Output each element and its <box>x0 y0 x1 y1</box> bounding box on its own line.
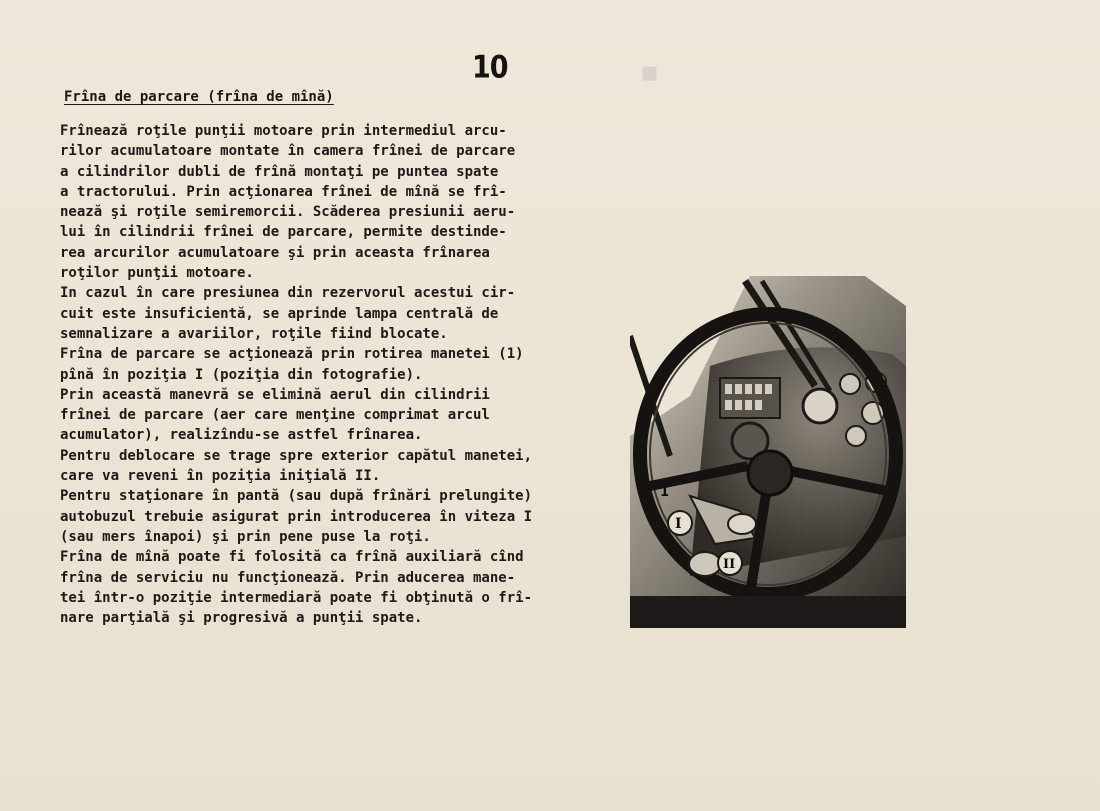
text-line: frînei de parcare (aer care menţine comprimat arcul <box>60 407 490 424</box>
text-line: Prin această manevră se elimină aerul din cilindrii <box>60 386 490 403</box>
text-line: (sau mers înapoi) şi prin pene puse la roţi. <box>60 528 431 545</box>
text-line: rilor acumulatoare montate în camera frînei de parcare <box>60 143 516 160</box>
text-line: a tractorului. Prin acţionarea frînei de mînă se frî- <box>60 183 507 200</box>
text-line: Frînează roţile punţii motoare prin intermediul arcu- <box>60 123 507 139</box>
lever-label: 1 <box>660 485 670 500</box>
text-line: rea arcurilor acumulatoare şi prin aceasta frînarea <box>60 244 490 261</box>
section-title: Frîna de parcare (frîna de mînă) <box>64 89 334 105</box>
text-line: pînă în poziţia I (poziţia din fotografie). <box>60 366 423 383</box>
page-number: 10 <box>472 49 508 86</box>
dashboard-photo <box>630 276 906 628</box>
text-line: Frîna de mînă poate fi folosită ca frînă auxiliară cînd <box>60 549 524 566</box>
steering-wheel-illustration <box>630 276 906 628</box>
position-2-label: II <box>723 557 736 572</box>
show-through-texture: ▪ <box>640 55 659 88</box>
text-line: care va reveni în poziţia iniţială II. <box>60 468 381 485</box>
text-line: frîna de serviciu nu funcţionează. Prin aducerea mane- <box>60 569 516 586</box>
text-line: nează şi roţile semiremorcii. Scăderea presiunii aeru- <box>60 204 516 221</box>
text-line: acumulator), realizîndu-se astfel frînarea. <box>60 427 423 444</box>
text-line: Pentru staţionare în pantă (sau după frînări prelungite) <box>60 488 533 505</box>
text-line: autobuzul trebuie asigurat prin introducerea în viteza I <box>60 508 533 525</box>
text-line: semnalizare a avariilor, roţile fiind blocate. <box>60 325 448 342</box>
text-line: tei într-o poziţie intermediară poate fi obţinută o frî- <box>60 589 533 606</box>
text-line: a cilindrilor dubli de frînă montaţi pe puntea spate <box>60 163 499 180</box>
text-line: In cazul în care presiunea din rezervorul acestui cir- <box>60 285 516 302</box>
text-line: roţilor punţii motoare. <box>60 265 254 282</box>
body-text <box>60 121 585 628</box>
text-line: lui în cilindrii frînei de parcare, permite destinde- <box>60 224 507 241</box>
text-line: cuit este insuficientă, se aprinde lampa centrală de <box>60 305 499 322</box>
text-line: Pentru deblocare se trage spre exterior capătul manetei, <box>60 447 533 464</box>
text-line: nare parţială şi progresivă a punţii spate. <box>60 610 423 627</box>
position-1-label: I <box>675 516 682 532</box>
text-line: Frîna de parcare se acţionează prin rotirea manetei (1) <box>60 346 524 363</box>
